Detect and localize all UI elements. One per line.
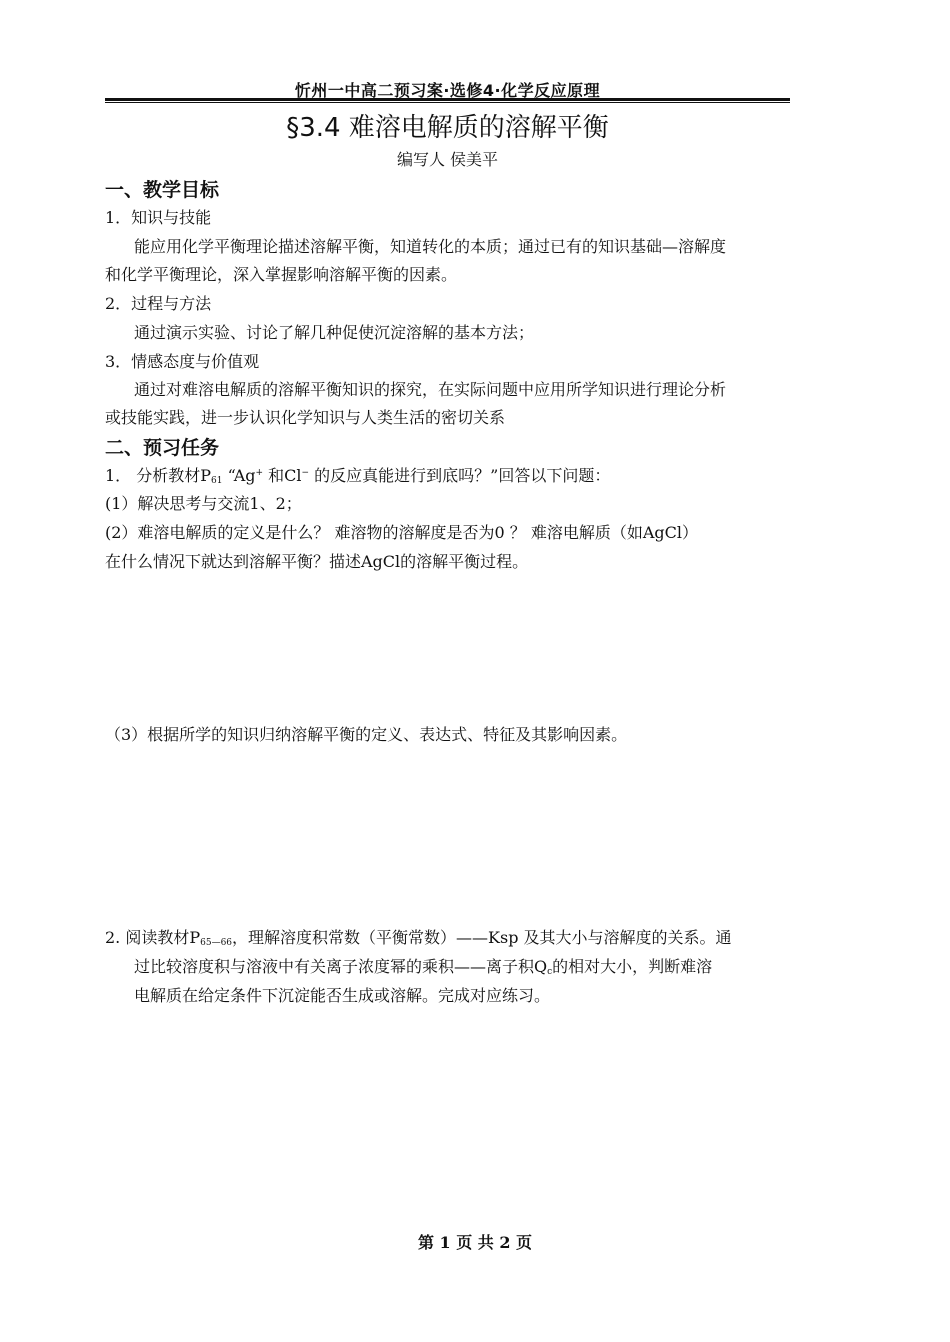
section1-item3-line1: 通过对难溶电解质的溶解平衡知识的探究，在实际问题中应用所学知识进行理论分析 [134, 380, 727, 399]
section1-item3-line2: 或技能实践，进一步认识化学知识与人类生活的密切关系 [105, 408, 506, 427]
q1-ag-charge: + [255, 468, 264, 478]
q2-page-sub: 65—66 [200, 938, 233, 948]
document-title: §3.4 难溶电解质的溶解平衡 [286, 113, 609, 143]
question1-b-line2: 在什么情况下就达到溶解平衡？描述AgCl的溶解平衡过程。 [105, 552, 529, 571]
question1-a: (1）解决思考与交流1、2； [105, 494, 302, 513]
question2-line1 [105, 925, 732, 948]
section1-item2-line1: 通过演示实验、讨论了解几种促使沉淀溶解的基本方法； [134, 323, 535, 342]
question1-line [105, 463, 610, 486]
q1-mid1: “Ag [222, 466, 256, 485]
q1-page-sub: 61 [211, 476, 223, 486]
author-line: 编写人 侯美平 [396, 150, 499, 169]
q2-line1-rest: ，理解溶度积常数（平衡常数）——Ksp 及其大小与溶解度的关系。通 [232, 928, 732, 947]
q2-line2-a: 过比较溶度积与溶液中有关离子浓度幂的乘积——离子积Q [134, 957, 548, 976]
q1-suffix: 的反应真能进行到底吗？”回答以下问题： [309, 466, 611, 485]
question1-c: （3）根据所学的知识归纳溶解平衡的定义、表达式、特征及其影响因素。 [105, 725, 628, 744]
q1-prefix: 1． 分析教材P [105, 466, 212, 485]
section1-heading: 一、教学目标 [105, 179, 220, 201]
running-header: 忻州一中高二预习案·选修4·化学反应原理 [294, 81, 601, 100]
q1-mid2: 和Cl [263, 466, 302, 485]
q2-prefix: 2. 阅读教材P [105, 928, 201, 947]
question1-b-line1: (2）难溶电解质的定义是什么？ 难溶物的溶解度是否为0 ？ 难溶电解质（如AgCl） [105, 523, 699, 542]
section1-item1-line2: 和化学平衡理论，深入掌握影响溶解平衡的因素。 [105, 265, 458, 284]
q2-qc-sub: c [547, 967, 553, 977]
header-rule [105, 98, 790, 103]
section2-heading: 二、预习任务 [105, 437, 220, 459]
question2-line2 [134, 954, 712, 977]
question2-line3: 电解质在给定条件下沉淀能否生成或溶解。完成对应练习。 [134, 986, 551, 1005]
section1-item1-title: 1．知识与技能 [105, 208, 212, 227]
section1-item2-title: 2．过程与方法 [105, 294, 212, 313]
q2-line2-b: 的相对大小，判断难溶 [552, 957, 713, 976]
page-footer: 第 1 页 共 2 页 [417, 1233, 533, 1252]
section1-item1-line1: 能应用化学平衡理论描述溶解平衡，知道转化的本质；通过已有的知识基础—溶解度 [134, 237, 727, 256]
q1-cl-charge: − [301, 468, 310, 478]
section1-item3-title: 3．情感态度与价值观 [105, 352, 260, 371]
